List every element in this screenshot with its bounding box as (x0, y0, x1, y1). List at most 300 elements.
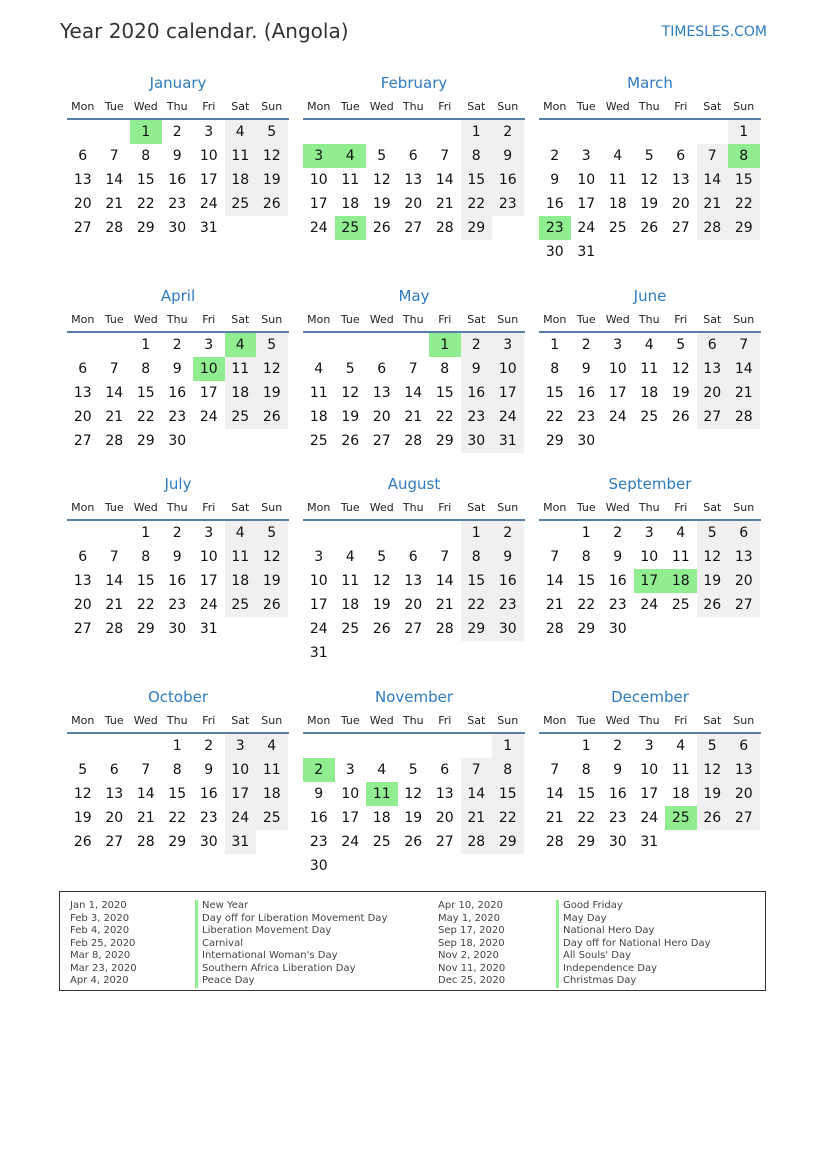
empty-cell (539, 521, 571, 545)
day-cell: 26 (341, 433, 360, 449)
day-cell: 23 (608, 810, 627, 826)
day-cell: 7 (550, 549, 560, 565)
day-cell: 22 (545, 409, 564, 425)
month-january (67, 72, 289, 240)
day-cell: 14 (435, 573, 454, 589)
holiday-date: Jan 1, 2020 (70, 900, 127, 911)
weekday-label: Sat (467, 312, 486, 326)
holiday-name: National Hero Day (556, 925, 711, 938)
day-cell: 25 (225, 405, 257, 429)
day-cell: 25 (256, 806, 288, 830)
weekday-header (539, 307, 761, 333)
day-cell: 3 (204, 525, 214, 541)
day-cell: 16 (168, 172, 187, 188)
day-cell: 23 (492, 192, 524, 216)
weekday-label: Sun (261, 312, 283, 326)
holiday-day: 1 (429, 333, 461, 357)
day-cell: 13 (73, 172, 92, 188)
weekday-label: Tue (340, 312, 360, 326)
day-cell: 13 (105, 786, 124, 802)
empty-cell (366, 120, 398, 144)
day-cell: 17 (492, 381, 524, 405)
day-cell: 4 (644, 337, 654, 353)
day-cell: 28 (545, 834, 564, 850)
day-cell: 3 (225, 734, 257, 758)
weekday-label: Fri (438, 713, 452, 727)
day-cell: 4 (676, 738, 686, 754)
page-title: Year 2020 calendar. (Angola) (60, 19, 349, 43)
day-cell: 17 (309, 597, 328, 613)
holiday-name: Day off for Liberation Movement Day (195, 913, 387, 926)
weekday-label: Sat (467, 99, 486, 113)
day-cell: 10 (577, 172, 596, 188)
day-cell: 29 (545, 433, 564, 449)
day-cell: 5 (644, 148, 654, 164)
weekday-label: Tue (576, 312, 596, 326)
day-cell: 26 (404, 834, 423, 850)
day-cell: 18 (225, 569, 257, 593)
month-name: September (608, 475, 692, 493)
weekday-label: Tue (340, 99, 360, 113)
weekday-label: Sun (497, 99, 519, 113)
empty-cell (697, 120, 729, 144)
weekday-label: Sat (231, 500, 250, 514)
day-cell: 22 (728, 192, 760, 216)
day-cell: 17 (640, 786, 659, 802)
day-cell: 26 (697, 806, 729, 830)
day-cell: 20 (404, 196, 423, 212)
empty-cell (539, 120, 571, 144)
day-grid (67, 120, 289, 240)
empty-cell (602, 120, 634, 144)
weekday-label: Sun (261, 500, 283, 514)
day-cell: 11 (341, 573, 360, 589)
day-cell: 7 (461, 758, 493, 782)
weekday-label: Wed (133, 312, 158, 326)
day-cell: 2 (581, 337, 591, 353)
day-cell: 25 (372, 834, 391, 850)
weekday-label: Sun (497, 312, 519, 326)
day-cell: 4 (256, 734, 288, 758)
day-cell: 16 (168, 385, 187, 401)
day-cell: 23 (461, 405, 493, 429)
day-cell: 14 (136, 786, 155, 802)
empty-cell (539, 734, 571, 758)
weekday-label: Wed (605, 312, 630, 326)
holiday-date: Feb 25, 2020 (70, 937, 136, 949)
day-cell: 26 (671, 409, 690, 425)
weekday-label: Sat (467, 713, 486, 727)
weekday-label: Fri (438, 500, 452, 514)
day-cell: 2 (172, 124, 182, 140)
empty-cell (99, 734, 131, 758)
weekday-label: Thu (166, 99, 188, 113)
day-cell: 26 (640, 220, 659, 236)
day-cell: 18 (372, 810, 391, 826)
day-cell: 23 (199, 810, 218, 826)
day-cell: 29 (435, 433, 454, 449)
weekday-label: Wed (369, 99, 394, 113)
month-name: May (398, 287, 430, 305)
weekday-label: Fri (438, 312, 452, 326)
day-cell: 15 (577, 573, 596, 589)
day-cell: 28 (404, 433, 423, 449)
day-cell: 21 (461, 806, 493, 830)
day-cell: 9 (613, 549, 623, 565)
day-cell: 12 (671, 361, 690, 377)
weekday-label: Thu (402, 312, 424, 326)
day-cell: 30 (168, 621, 187, 637)
day-cell: 28 (136, 834, 155, 850)
day-cell: 30 (168, 433, 187, 449)
day-cell: 3 (314, 549, 324, 565)
day-cell: 19 (697, 782, 729, 806)
month-name: April (160, 287, 196, 305)
day-cell: 4 (613, 148, 623, 164)
day-cell: 16 (309, 810, 328, 826)
holiday-date: Apr 10, 2020 (438, 900, 504, 911)
empty-cell (67, 120, 99, 144)
day-cell: 26 (256, 593, 288, 617)
holiday-day: 8 (728, 144, 760, 168)
day-cell: 12 (341, 385, 360, 401)
month-name: July (164, 475, 192, 493)
holiday-day: 2 (303, 758, 335, 782)
weekday-label: Tue (576, 500, 596, 514)
holiday-day: 17 (634, 569, 666, 593)
day-cell: 15 (435, 385, 454, 401)
weekday-label: Fri (202, 500, 216, 514)
day-cell: 20 (73, 196, 92, 212)
day-cell: 21 (404, 409, 423, 425)
holiday-date: Mar 23, 2020 (70, 962, 137, 974)
day-cell: 5 (697, 521, 729, 545)
day-cell: 11 (671, 762, 690, 778)
weekday-label: Mon (307, 500, 331, 514)
day-cell: 21 (105, 597, 124, 613)
day-cell: 20 (73, 597, 92, 613)
empty-cell (398, 521, 430, 545)
holiday-name: Independence Day (556, 963, 711, 976)
weekday-label: Mon (71, 500, 95, 514)
day-cell: 7 (697, 144, 729, 168)
weekday-label: Mon (543, 713, 567, 727)
weekday-label: Wed (369, 500, 394, 514)
day-cell: 14 (545, 786, 564, 802)
day-cell: 8 (492, 758, 524, 782)
holiday-date: Dec 25, 2020 (438, 975, 506, 986)
day-cell: 2 (172, 337, 182, 353)
day-cell: 17 (309, 196, 328, 212)
weekday-label: Sun (733, 312, 755, 326)
weekday-label: Fri (674, 99, 688, 113)
weekday-header (67, 495, 289, 521)
weekday-label: Sun (261, 99, 283, 113)
weekday-label: Sun (497, 713, 519, 727)
day-cell: 3 (204, 124, 214, 140)
holiday-date: Feb 4, 2020 (70, 925, 130, 936)
weekday-header (303, 94, 525, 120)
day-cell: 18 (225, 168, 257, 192)
day-cell: 20 (728, 569, 760, 593)
day-cell: 21 (105, 409, 124, 425)
empty-cell (67, 734, 99, 758)
day-cell: 2 (204, 738, 214, 754)
day-cell: 16 (461, 381, 493, 405)
weekday-label: Thu (166, 500, 188, 514)
day-cell: 24 (640, 810, 659, 826)
empty-cell (99, 521, 131, 545)
day-cell: 16 (199, 786, 218, 802)
day-cell: 9 (204, 762, 214, 778)
day-grid (67, 521, 289, 641)
weekday-label: Thu (638, 713, 660, 727)
day-cell: 6 (440, 762, 450, 778)
day-cell: 1 (581, 738, 591, 754)
day-cell: 19 (640, 196, 659, 212)
day-cell: 24 (309, 621, 328, 637)
day-cell: 29 (136, 621, 155, 637)
day-cell: 2 (613, 738, 623, 754)
weekday-label: Thu (638, 500, 660, 514)
day-cell: 5 (377, 549, 387, 565)
weekday-label: Mon (71, 713, 95, 727)
day-cell: 10 (309, 573, 328, 589)
day-cell: 27 (372, 433, 391, 449)
weekday-label: Fri (438, 99, 452, 113)
day-cell: 11 (341, 172, 360, 188)
day-cell: 27 (728, 806, 760, 830)
day-cell: 8 (172, 762, 182, 778)
month-name: January (149, 74, 207, 92)
day-cell: 31 (577, 244, 596, 260)
day-cell: 4 (377, 762, 387, 778)
weekday-label: Thu (402, 99, 424, 113)
day-cell: 15 (728, 168, 760, 192)
weekday-label: Sat (231, 99, 250, 113)
empty-cell (398, 734, 430, 758)
weekday-label: Fri (202, 312, 216, 326)
day-cell: 10 (199, 148, 218, 164)
weekday-label: Fri (674, 713, 688, 727)
day-cell: 26 (256, 192, 288, 216)
day-cell: 22 (461, 593, 493, 617)
day-cell: 29 (728, 216, 760, 240)
weekday-header (303, 495, 525, 521)
day-cell: 7 (440, 549, 450, 565)
day-cell: 4 (314, 361, 324, 377)
day-cell: 21 (105, 196, 124, 212)
day-cell: 28 (545, 621, 564, 637)
day-cell: 28 (105, 433, 124, 449)
holiday-day: 4 (335, 144, 367, 168)
day-cell: 7 (550, 762, 560, 778)
day-cell: 19 (372, 196, 391, 212)
day-cell: 3 (644, 525, 654, 541)
weekday-label: Tue (576, 99, 596, 113)
day-cell: 26 (256, 405, 288, 429)
month-june (539, 285, 761, 453)
day-cell: 30 (199, 834, 218, 850)
day-cell: 9 (613, 762, 623, 778)
day-cell: 7 (408, 361, 418, 377)
month-september (539, 473, 761, 641)
day-grid (303, 120, 525, 240)
empty-cell (99, 333, 131, 357)
empty-cell (99, 120, 131, 144)
day-cell: 24 (309, 220, 328, 236)
day-cell: 20 (404, 597, 423, 613)
site-name[interactable]: TIMESLES.COM (661, 24, 767, 40)
day-cell: 9 (172, 549, 182, 565)
day-cell: 5 (676, 337, 686, 353)
day-cell: 1 (728, 120, 760, 144)
weekday-label: Wed (369, 312, 394, 326)
weekday-label: Fri (202, 99, 216, 113)
day-cell: 14 (545, 573, 564, 589)
day-cell: 13 (372, 385, 391, 401)
day-cell: 5 (256, 333, 288, 357)
day-cell: 14 (105, 385, 124, 401)
day-cell: 9 (581, 361, 591, 377)
day-cell: 13 (404, 172, 423, 188)
weekday-header (67, 307, 289, 333)
day-cell: 4 (225, 120, 257, 144)
day-cell: 31 (199, 621, 218, 637)
weekday-label: Fri (674, 500, 688, 514)
day-cell: 2 (492, 521, 524, 545)
day-cell: 30 (608, 834, 627, 850)
holiday-date: Apr 4, 2020 (70, 975, 129, 986)
holiday-day: 23 (539, 216, 571, 240)
weekday-label: Wed (605, 500, 630, 514)
day-cell: 27 (435, 834, 454, 850)
day-cell: 8 (141, 549, 151, 565)
month-name: August (387, 475, 441, 493)
holiday-name: Peace Day (195, 975, 387, 988)
day-cell: 12 (640, 172, 659, 188)
month-name: June (633, 287, 667, 305)
day-grid (67, 333, 289, 453)
day-cell: 9 (172, 148, 182, 164)
day-cell: 24 (199, 196, 218, 212)
day-cell: 9 (461, 357, 493, 381)
day-cell: 14 (404, 385, 423, 401)
day-cell: 16 (608, 786, 627, 802)
empty-cell (335, 521, 367, 545)
day-cell: 12 (697, 758, 729, 782)
day-cell: 21 (136, 810, 155, 826)
holiday-day: 25 (335, 216, 367, 240)
day-cell: 9 (314, 786, 324, 802)
day-cell: 31 (199, 220, 218, 236)
weekday-label: Thu (166, 713, 188, 727)
day-cell: 14 (105, 573, 124, 589)
empty-cell (303, 120, 335, 144)
day-cell: 5 (697, 734, 729, 758)
day-cell: 14 (435, 172, 454, 188)
weekday-label: Wed (605, 99, 630, 113)
empty-cell (665, 120, 697, 144)
month-name: March (627, 74, 673, 92)
day-grid (303, 734, 525, 878)
weekday-header (67, 94, 289, 120)
day-cell: 29 (461, 617, 493, 641)
day-cell: 4 (345, 549, 355, 565)
day-cell: 22 (136, 409, 155, 425)
holiday-day: 3 (303, 144, 335, 168)
day-cell: 19 (73, 810, 92, 826)
month-october (67, 686, 289, 854)
day-cell: 5 (345, 361, 355, 377)
day-cell: 13 (728, 758, 760, 782)
weekday-label: Wed (369, 713, 394, 727)
day-cell: 17 (577, 196, 596, 212)
month-name: October (147, 688, 209, 706)
day-cell: 15 (136, 385, 155, 401)
day-cell: 11 (225, 545, 257, 569)
day-cell: 8 (440, 361, 450, 377)
holiday-name: Carnival (195, 938, 387, 951)
empty-cell (366, 521, 398, 545)
day-cell: 6 (377, 361, 387, 377)
empty-cell (429, 521, 461, 545)
day-cell: 12 (372, 573, 391, 589)
weekday-label: Fri (202, 713, 216, 727)
day-cell: 7 (109, 148, 119, 164)
day-cell: 13 (671, 172, 690, 188)
day-cell: 30 (545, 244, 564, 260)
weekday-label: Tue (104, 500, 124, 514)
day-cell: 11 (608, 172, 627, 188)
day-cell: 1 (172, 738, 182, 754)
weekday-label: Tue (104, 99, 124, 113)
day-cell: 29 (492, 830, 524, 854)
day-cell: 2 (461, 333, 493, 357)
day-cell: 18 (608, 196, 627, 212)
empty-cell (398, 333, 430, 357)
day-cell: 27 (73, 621, 92, 637)
holiday-day: 25 (665, 806, 697, 830)
day-cell: 8 (141, 148, 151, 164)
day-grid (539, 333, 761, 453)
weekday-label: Sun (261, 713, 283, 727)
day-cell: 29 (168, 834, 187, 850)
day-cell: 23 (492, 593, 524, 617)
weekday-label: Mon (71, 312, 95, 326)
day-cell: 23 (168, 196, 187, 212)
day-cell: 17 (608, 385, 627, 401)
month-name: December (611, 688, 689, 706)
day-cell: 22 (492, 806, 524, 830)
day-cell: 3 (492, 333, 524, 357)
day-cell: 29 (577, 834, 596, 850)
day-cell: 2 (613, 525, 623, 541)
day-cell: 18 (341, 597, 360, 613)
day-cell: 24 (640, 597, 659, 613)
day-cell: 24 (492, 405, 524, 429)
weekday-header (539, 708, 761, 734)
day-cell: 11 (671, 549, 690, 565)
day-cell: 31 (492, 429, 524, 453)
weekday-label: Tue (340, 500, 360, 514)
day-cell: 15 (136, 172, 155, 188)
day-cell: 29 (461, 216, 493, 240)
day-cell: 3 (345, 762, 355, 778)
day-cell: 15 (577, 786, 596, 802)
weekday-label: Wed (133, 500, 158, 514)
empty-cell (398, 120, 430, 144)
